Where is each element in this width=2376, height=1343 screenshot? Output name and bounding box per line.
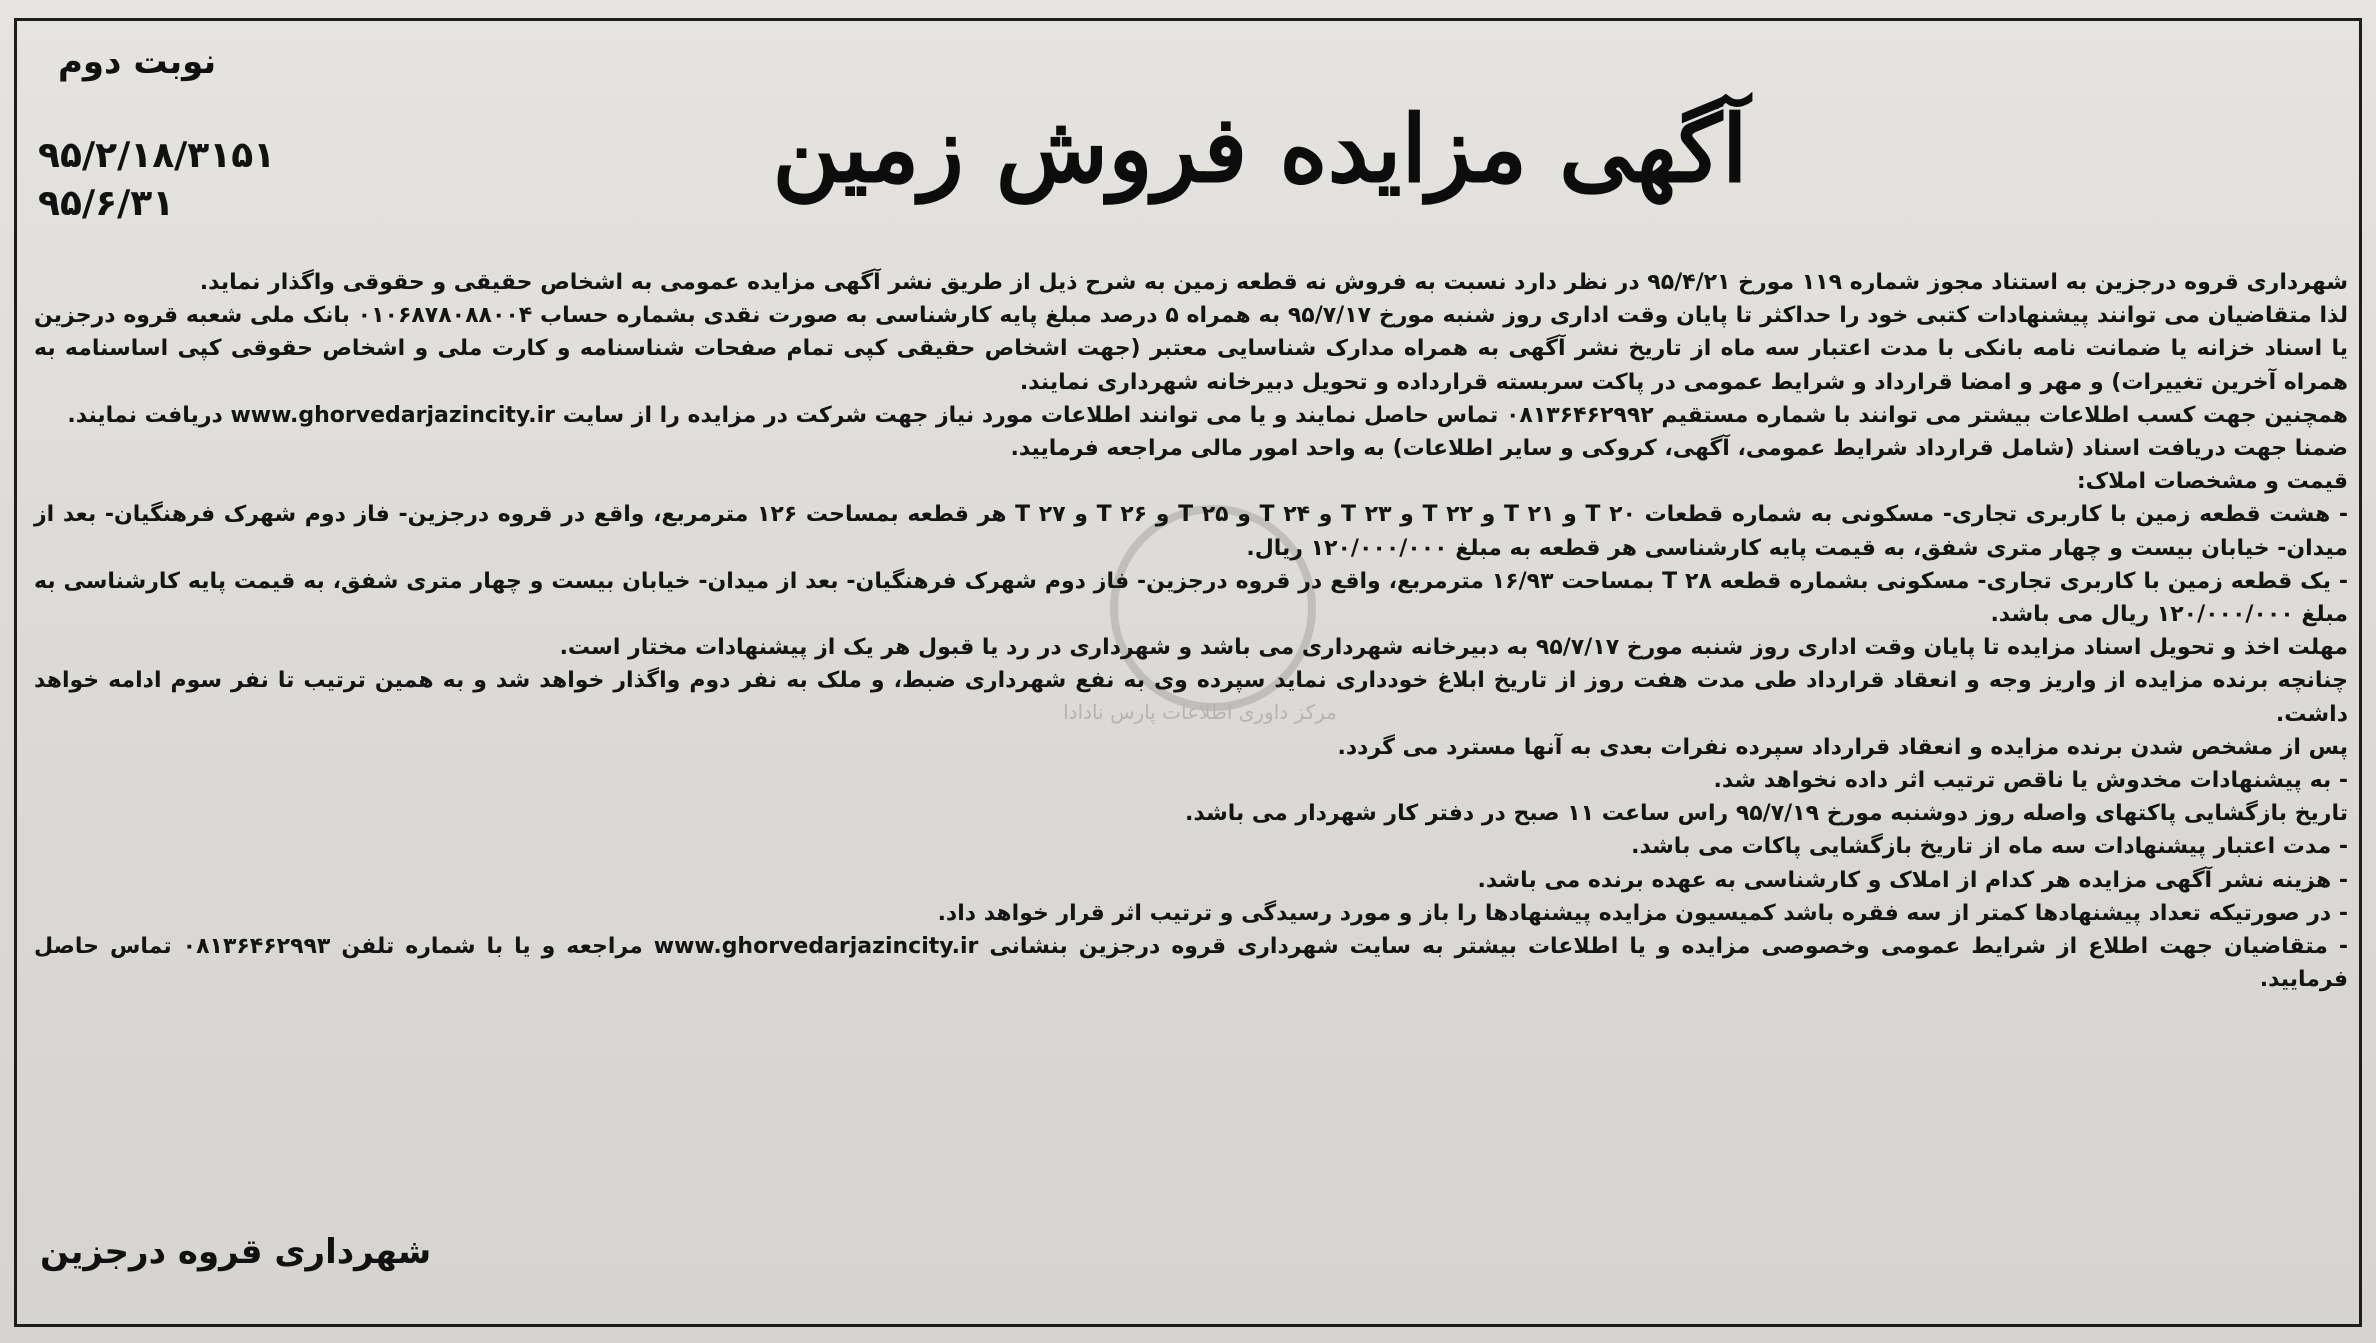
notice-body	[34, 266, 2348, 996]
list-item-more-info: - متقاضیان جهت اطلاع از شرایط عمومی وخصوصی مزایده و یا اطلاعات بیشتر به سایت شهرداری قروه درجزین بنشانی www.ghorvedarjazincity.ir مراجعه و یا با شماره تلفن ۰۸۱۳۶۴۶۲۹۹۳ تماس حاصل فرمایید.	[34, 934, 2348, 993]
publication-turn: نوبت دوم	[58, 42, 217, 82]
list-item-one-plot: - یک قطعه زمین با کاربری تجاری- مسکونی بشماره قطعه T ۲۸ بمساحت ۱۶/۹۳ مترمربع، واقع در قروه درجزین- فاز دوم شهرک فرهنگیان- بعد از میدان- خیابان بیست و چهار متری شفق، به قیمت پایه کارشناسی به مبلغ ۱۲۰/۰۰۰/۰۰۰ ریال می باشد.	[34, 568, 2348, 628]
paragraph-deadline: مهلت اخذ و تحویل اسناد مزایده تا پایان وقت اداری روز شنبه مورخ ۹۵/۷/۱۷ به دبیرخانه شهرداری می باشد و شهرداری در رد یا قبول هر یک از پیشنهادات مختار است.	[559, 635, 2348, 661]
list-item-costs: - هزینه نشر آگهی مزایده هر کدام از املاک و کارشناسی به عهده برنده می باشد.	[1477, 867, 2348, 893]
paragraph-opening-date: تاریخ بازگشایی پاکتهای واصله روز دوشنبه مورخ ۹۵/۷/۱۹ راس ساعت ۱۱ صبح در دفتر کار شهردار می باشد.	[1185, 801, 2348, 827]
watermark-text: مرکز داوری اطلاعات پارس نادادا	[1063, 700, 1337, 724]
list-item-min-offers: - در صورتیکه تعداد پیشنهادها کمتر از سه فقره باشد کمیسیون مزایده پیشنهادها را باز و مورد رسیدگی و ترتیب اثر قرار خواهد داد.	[937, 900, 2348, 926]
paragraph-contact: همچنین جهت کسب اطلاعات بیشتر می توانند با شماره مستقیم ۰۸۱۳۶۴۶۲۹۹۲ تماس حاصل نمایند و یا می توانند اطلاعات مورد نیاز جهت شرکت در مزایده را از سایت www.ghorvedarjazincity.ir دریافت نمایند.	[67, 402, 2348, 428]
reference-date: ۹۵/۶/۳۱	[38, 183, 175, 224]
list-item-validity: - مدت اعتبار پیشنهادات سه ماه از تاریخ بازگشایی پاکات می باشد.	[1631, 834, 2348, 860]
paragraph-documents: ضمنا جهت دریافت اسناد (شامل قرارداد شرایط عمومی، آگهی، کروکی و سایر اطلاعات) به واحد امور مالی مراجعه فرمایید.	[1010, 436, 2348, 462]
paragraph-specs-heading: قیمت و مشخصات املاک:	[2076, 469, 2348, 495]
list-item-invalid-offers: - به پیشنهادات مخدوش یا ناقص ترتیب اثر داده نخواهد شد.	[1713, 768, 2348, 794]
paragraph-intro: شهرداری قروه درجزین به استناد مجوز شماره ۱۱۹ مورخ ۹۵/۴/۲۱ در نظر دارد نسبت به فروش نه قطعه زمین به شرح ذیل از طریق نشر آگهی مزایده عمومی به اشخاص حقیقی و حقوقی واگذار نماید.	[199, 270, 2348, 295]
paragraph-winner-default: چنانچه برنده مزایده از واریز وجه و انعقاد قرارداد طی مدت هفت روز از تاریخ ابلاغ خودداری نماید سپرده وی به نفع شهرداری ضبط، و ملک به نفر دوم واگذار خواهد شد و به همین ترتیب تا نفر سوم ادامه خواهد داشت.	[34, 668, 2348, 727]
signature: شهرداری قروه درجزین	[40, 1232, 432, 1272]
reference-number: ۹۵/۲/۱۸/۳۱۵۱	[38, 135, 276, 176]
paragraph-submission: لذا متقاضیان می توانند پیشنهادات کتبی خود را حداکثر تا پایان وقت اداری روز شنبه مورخ ۹۵/۷/۱۷ به همراه ۵ درصد مبلغ پایه کارشناسی به صورت نقدی بشماره حساب ۰۱۰۶۸۷۸۰۸۸۰۰۴ بانک ملی شعبه قروه درجزین یا اسناد خزانه یا ضمانت نامه بانکی با مدت اعتبار سه ماه از تاریخ نشر آگهی به همراه مدارک شناسایی معتبر (جهت اشخاص حقیقی کپی تمام صفحات شناسنامه و کارت ملی و اشخاص حقوقی کپی اساسنامه به همراه آخرین تغییرات) و مهر و امضا قرارداد و شرایط عمومی در پاکت سربسته قرارداده و تحویل دبیرخانه شهرداری نمایند.	[34, 303, 2349, 395]
reference-block	[38, 132, 275, 228]
notice-title: آگهی مزایده فروش زمین	[772, 95, 1748, 203]
paragraph-deposit-return: پس از مشخص شدن برنده مزایده و انعقاد قرارداد سپرده نفرات بعدی به آنها مسترد می گردد.	[1337, 734, 2348, 760]
list-item-eight-plots: - هشت قطعه زمین با کاربری تجاری- مسکونی به شماره قطعات T ۲۰ و T ۲۱ و T ۲۲ و T ۲۳ و T ۲۴ و T ۲۵ و T ۲۶ و T ۲۷ هر قطعه بمساحت ۱۲۶ مترمربع، واقع در قروه درجزین- فاز دوم شهرک فرهنگیان- بعد از میدان- خیابان بیست و چهار متری شفق، به قیمت پایه کارشناسی هر قطعه به مبلغ ۱۲۰/۰۰۰/۰۰۰ ریال.	[34, 502, 2348, 561]
